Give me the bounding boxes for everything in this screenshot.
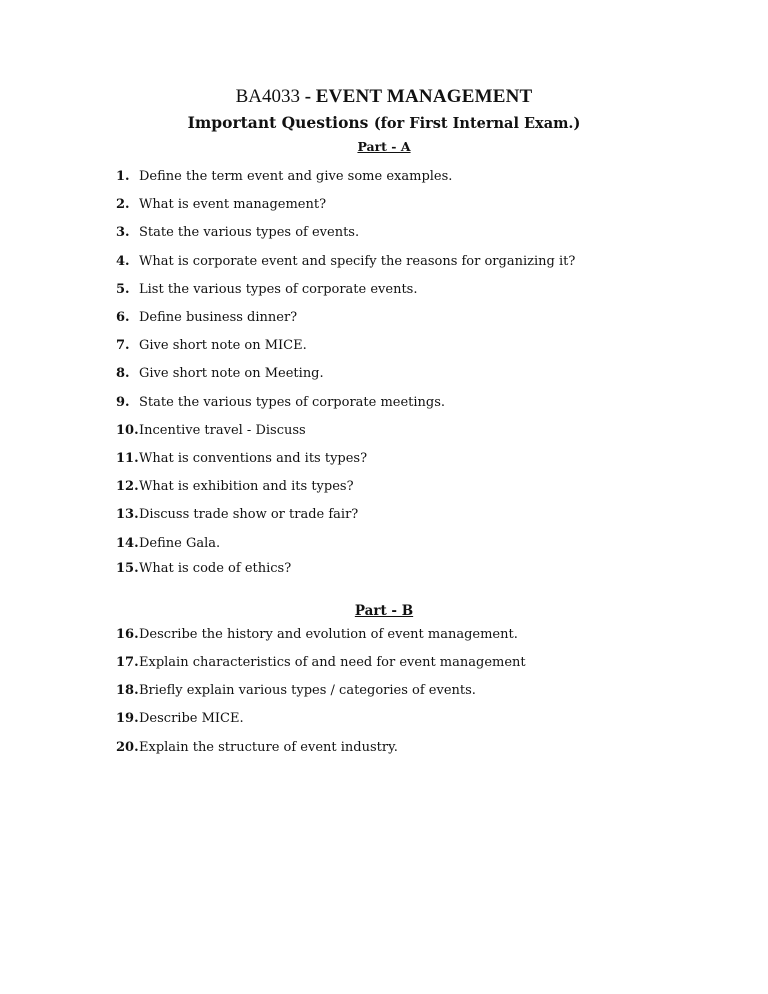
question-item [116,254,708,270]
question-number: 12. [116,479,139,494]
question-item [116,423,708,439]
question-text: What is code of ethics? [139,561,292,576]
question-text: State the various types of corporate meetings. [139,395,446,410]
question-number: 9. [116,395,130,410]
question-number: 19. [116,711,139,726]
part-a-heading: Part - A [357,139,411,154]
question-item [116,711,708,727]
question-text: Describe MICE. [139,711,244,726]
question-item [116,507,708,523]
question-text: Describe the history and evolution of event management. [139,627,518,642]
question-text: Briefly explain various types / categories of events. [139,683,476,698]
question-number: 8. [116,366,130,381]
question-number: 7. [116,338,130,353]
question-item [116,479,708,495]
question-item [116,225,708,241]
question-number: 1. [116,169,130,184]
question-number: 2. [116,197,130,212]
title-separator: - [304,86,312,107]
question-item [116,536,708,552]
subtitle-paren: (for First Internal Exam.) [373,115,581,132]
course-code: BA4033 [235,86,300,107]
part-b-heading: Part - B [354,603,414,619]
question-number: 6. [116,310,130,325]
question-item [116,395,708,411]
question-number: 5. [116,282,130,297]
question-number: 3. [116,225,130,240]
question-number: 4. [116,254,130,269]
question-text: Explain the structure of event industry. [139,740,398,755]
question-text: Incentive travel - Discuss [139,423,306,438]
question-number: 15. [116,561,139,576]
question-number: 11. [116,451,139,466]
question-number: 17. [116,655,139,670]
document-title [0,86,768,108]
question-item [116,683,708,699]
course-name: EVENT MANAGEMENT [315,86,533,107]
question-text: Define Gala. [139,536,221,551]
question-text: State the various types of events. [139,225,360,240]
question-text: Define business dinner? [139,310,298,325]
question-item [116,655,708,671]
question-text: Give short note on Meeting. [139,366,324,381]
question-text: What is exhibition and its types? [139,479,354,494]
question-item [116,169,708,185]
question-item [116,310,708,326]
question-number: 20. [116,740,139,755]
question-text: List the various types of corporate events. [139,282,418,297]
question-text: Explain characteristics of and need for event management [139,655,526,670]
question-text: Define the term event and give some examples. [139,169,453,184]
question-number: 10. [116,423,139,438]
question-number: 18. [116,683,139,698]
question-text: What is conventions and its types? [139,451,368,466]
question-number: 13. [116,507,139,522]
question-item [116,451,708,467]
question-item [116,627,708,643]
document-subtitle [0,113,768,134]
question-item [116,740,708,756]
question-item [116,197,708,213]
question-number: 16. [116,627,139,642]
question-text: What is corporate event and specify the reasons for organizing it? [139,254,576,269]
question-item [116,561,708,577]
question-item [116,338,708,354]
subtitle-main: Important Questions [187,113,369,132]
question-text: What is event management? [139,197,327,212]
question-item [116,366,708,382]
question-text: Discuss trade show or trade fair? [139,507,359,522]
question-text: Give short note on MICE. [139,338,307,353]
question-item [116,282,708,298]
question-number: 14. [116,536,139,551]
